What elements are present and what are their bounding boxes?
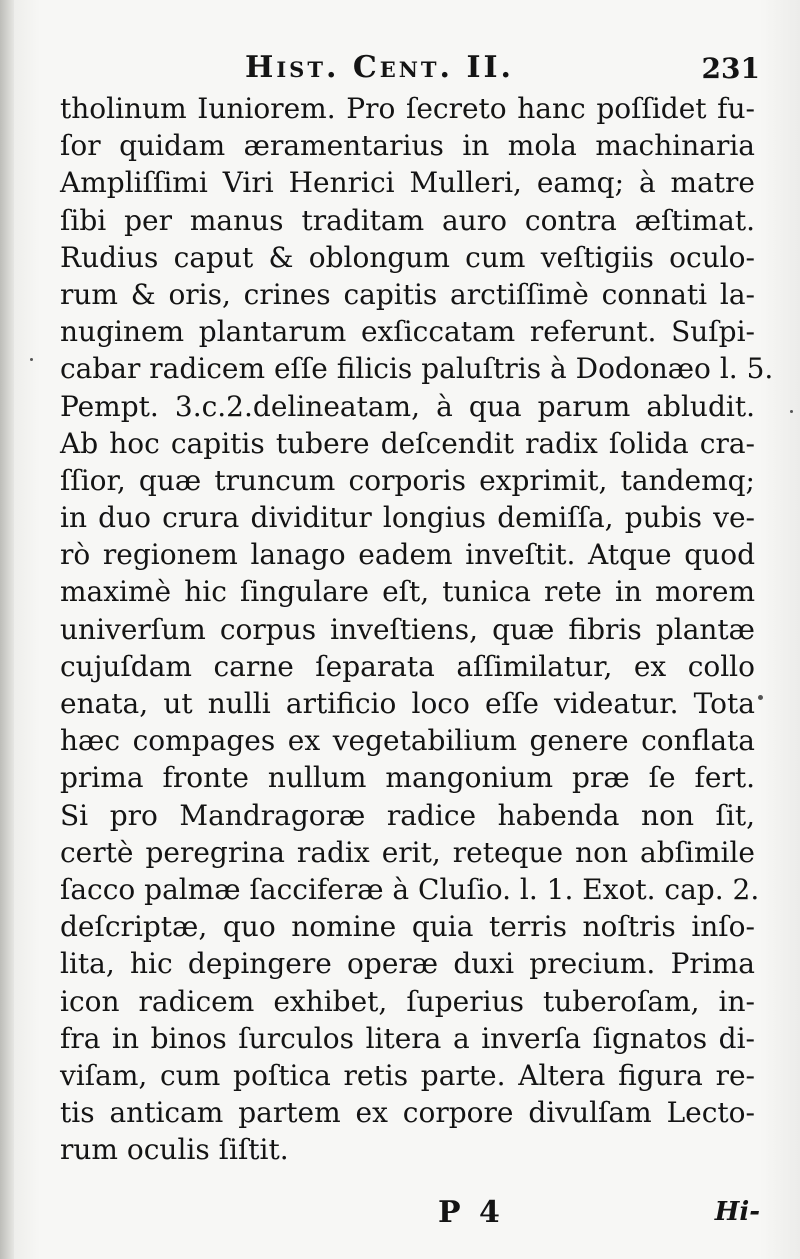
text-line: fra in binos ſurculos litera a inverſa ſignatos di-: [60, 1021, 755, 1055]
text-line: deſcriptæ, quo nomine quia terris noſtris inſo-: [60, 910, 755, 944]
text-line: prima fronte nullum mangonium præ ſe fert.: [60, 761, 755, 795]
text-line: ſacco palmæ ſacciferæ à Cluſio. l. 1. Exot. cap. 2.: [60, 872, 760, 906]
text-line: Ab hoc capitis tubere deſcendit radix ſolida cra-: [60, 426, 755, 460]
text-line: rum oculis ſiſtit.: [60, 1133, 289, 1167]
page-header: [60, 50, 760, 90]
text-line: cabar radicem eſſe filicis paluſtris à Dodonæo l. 5.: [60, 352, 774, 386]
text-line: Ampliſſimi Viri Henrici Mulleri, eamq; à matre: [60, 166, 755, 200]
text-line: viſam, cum poſtica retis parte. Altera figura re-: [60, 1058, 755, 1092]
text-line: Si pro Mandragoræ radice habenda non ſit,: [60, 798, 755, 832]
text-line: Pempt. 3.c.2.delineatam, à qua parum abludit.: [60, 389, 755, 423]
catchword: Hi-: [714, 1197, 760, 1227]
body-text: [60, 90, 774, 1168]
running-head: Hist. Cent. II.: [245, 50, 514, 85]
ink-speck: [30, 358, 33, 361]
text-line: univerſum corpus inveſtiens, quæ fibris plantæ: [60, 612, 755, 646]
page-footer: [60, 1195, 760, 1235]
text-line: cujuſdam carne ſeparata aſſimilatur, ex collo: [60, 649, 755, 683]
text-line: icon radicem exhibet, ſuperius tuberoſam, in-: [60, 984, 755, 1018]
signature-mark: P 4: [438, 1195, 504, 1230]
text-line: ſſior, quæ truncum corporis exprimit, tandemq;: [60, 463, 755, 497]
page-number: 231: [701, 52, 760, 85]
text-line: in duo crura dividitur longius demiſſa, pubis ve-: [60, 501, 755, 535]
text-line: enata, ut nulli artificio loco eſſe videatur. Tota: [60, 687, 755, 720]
text-line: Rudius caput & oblongum cum veſtigiis oculo-: [60, 240, 755, 274]
text-line: maximè hic ſingulare eſt, tunica rete in morem: [60, 575, 755, 609]
text-line: nuginem plantarum exſiccatam referunt. Suſpi-: [60, 315, 755, 349]
text-line: tis anticam partem ex corpore divulſam Lecto-: [60, 1096, 755, 1130]
text-line: rò regionem lanago eadem inveſtit. Atque quod: [60, 538, 755, 572]
ink-speck: [758, 695, 763, 700]
text-line: ſibi per manus traditam auro contra æſtimat.: [60, 203, 755, 237]
page-gutter-shadow: [0, 0, 14, 1259]
text-line: certè peregrina radix erit, reteque non abſimile: [60, 835, 755, 869]
text-line: rum & oris, crines capitis arctiſſimè connati la-: [60, 277, 755, 311]
text-line: lita, hic depingere operæ duxi precium. Prima: [60, 947, 755, 981]
text-line: tholinum Iuniorem. Pro ſecreto hanc poſſidet fu-: [60, 92, 755, 125]
text-line: ſor quidam æramentarius in mola machinaria: [60, 129, 755, 163]
text-line: hæc compages ex vegetabilium genere conflata: [60, 724, 755, 758]
ink-speck: [790, 410, 793, 413]
